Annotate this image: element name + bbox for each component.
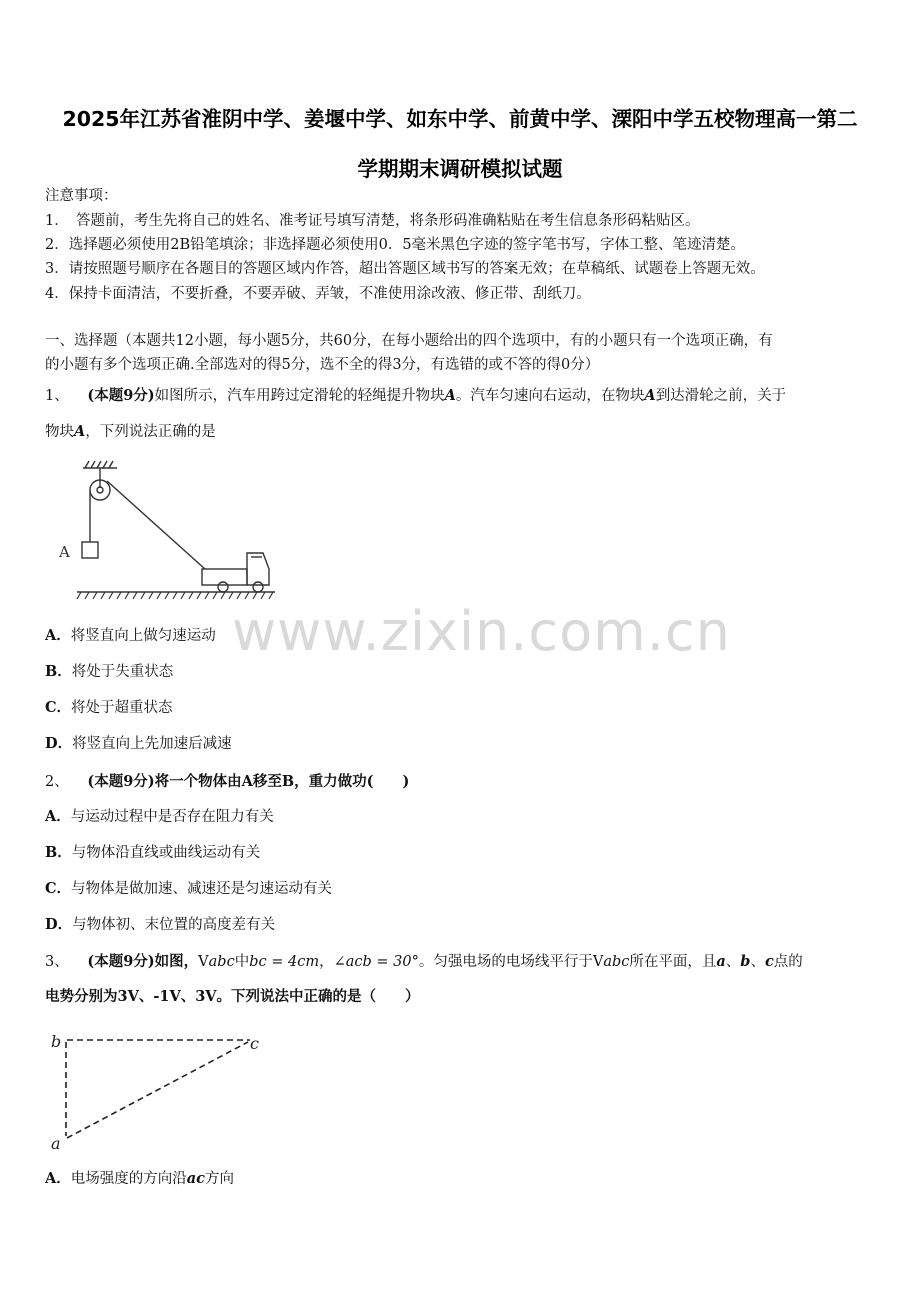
q2-option-d[interactable] xyxy=(45,915,878,935)
page-title-line-2: 学期期末调研模拟试题 xyxy=(357,157,563,181)
notice-item-4: 4．保持卡面清洁，不要折叠，不要弄破、弄皱，不准使用涂改液、修正带、刮纸刀。 xyxy=(45,286,591,302)
q2-option-c-text: 与物体是做加速、减速还是匀速运动有关 xyxy=(71,881,333,897)
q2-option-d-key: D． xyxy=(45,916,73,933)
q3-option-a-key: A． xyxy=(45,1170,71,1187)
q3-abc-1: abc xyxy=(208,954,235,970)
q1-option-b[interactable] xyxy=(45,662,878,682)
q3-eq-bc: bc = 4cm xyxy=(249,954,320,970)
q1-option-a-text: 将竖直向上做匀速运动 xyxy=(70,628,216,644)
q2-option-a-key: A． xyxy=(45,808,71,825)
q2-stem xyxy=(45,772,878,792)
q2-option-a-text: 与运动过程中是否存在阻力有关 xyxy=(70,809,274,825)
watermark: www.zixin.com.cn xyxy=(232,600,731,663)
q1-var-a: A xyxy=(444,387,456,404)
q1-text-c: 到达滑轮之前，关于 xyxy=(655,388,787,404)
q1-text-e: ，下列说法正确的是 xyxy=(85,424,216,440)
q2-option-b-key: B． xyxy=(45,844,72,861)
q1-option-d-text: 将竖直向上先加速后减速 xyxy=(72,736,232,752)
q3-option-a-var: ac xyxy=(186,1170,205,1187)
section-heading-line-1: 一、选择题（本题共12小题，每小题5分，共60分，在每小题给出的四个选项中，有的小题只有一个选项正确，有 xyxy=(45,333,773,349)
notice-item-2: 2．选择题必须使用2B铅笔填涂；非选择题必须使用0．5毫米黑色字迹的签字笔书写，字体工整、笔迹清楚。 xyxy=(45,237,746,253)
q1-option-a[interactable] xyxy=(45,626,878,646)
q1-stem-line-2 xyxy=(45,422,878,442)
q3-triangle-figure xyxy=(45,1028,275,1153)
q3-triangle-symbol-2: V xyxy=(592,954,604,970)
q2-text: (本题9分)将一个物体由A移至B，重力做功( ) xyxy=(87,773,410,790)
q3-point-b: b xyxy=(740,953,751,970)
q3-sep-2: 、 xyxy=(750,954,765,970)
q1-points: (本题9分) xyxy=(87,387,155,404)
q1-option-d[interactable] xyxy=(45,734,878,754)
q1-figure-label-a: A xyxy=(59,543,70,561)
q1-stem-line-1 xyxy=(45,386,878,406)
q3-text-c: 。匀强电场的电场线平行于 xyxy=(418,954,593,970)
q3-label-a: a xyxy=(51,1134,61,1153)
q1-number: 1、 xyxy=(45,388,69,404)
page-title-line-1: 2025年江苏省淮阴中学、姜堰中学、如东中学、前黄中学、溧阳中学五校物理高一第二 xyxy=(62,107,858,131)
q3-text-b: 中 xyxy=(234,954,250,970)
q3-stem-line-2: 电势分别为3V、-1V、3V。下列说法中正确的是（ ） xyxy=(45,988,420,1005)
notice-item-1: 1． 答题前，考生先将自己的姓名、准考证号填写清楚，将条形码准确粘贴在考生信息条形码粘贴区。 xyxy=(45,213,700,229)
q2-option-a[interactable] xyxy=(45,807,878,827)
q1-option-c-text: 将处于超重状态 xyxy=(71,700,173,716)
q2-option-d-text: 与物体初、末位置的高度差有关 xyxy=(72,917,276,933)
q2-option-c-key: C． xyxy=(45,880,72,897)
q3-sep-1: 、 xyxy=(725,954,741,970)
q3-option-a-text-a: 电场强度的方向沿 xyxy=(70,1171,187,1187)
q2-option-b-text: 与物体沿直线或曲线运动有关 xyxy=(71,845,261,861)
q1-text-b: 。汽车匀速向右运动，在物块 xyxy=(455,388,645,404)
q3-label-c: c xyxy=(250,1034,259,1053)
q3-number: 3、 xyxy=(45,954,69,970)
q1-option-b-text: 将处于失重状态 xyxy=(71,664,174,680)
q3-option-a-text-b: 方向 xyxy=(205,1171,234,1187)
q1-text-d: 物块 xyxy=(45,424,74,440)
q2-option-b[interactable] xyxy=(45,843,878,863)
q1-var-a-2: A xyxy=(644,387,656,404)
q3-eq-angle: ∠acb = 30° xyxy=(333,954,419,970)
q1-option-a-key: A． xyxy=(45,627,71,644)
q3-option-a[interactable] xyxy=(45,1169,878,1189)
q2-option-c[interactable] xyxy=(45,879,878,899)
q1-option-c[interactable] xyxy=(45,698,878,718)
notice-item-3: 3．请按照题号顺序在各题目的答题区域内作答，超出答题区域书写的答案无效；在草稿纸、试题卷上答题无效。 xyxy=(45,261,765,277)
q3-text-e: 点的 xyxy=(773,954,803,970)
q1-text-a: 如图所示，汽车用跨过定滑轮的轻绳提升物块 xyxy=(154,388,445,404)
q3-text-d: 所在平面，且 xyxy=(629,954,717,970)
notice-heading: 注意事项： xyxy=(45,188,118,204)
q3-point-c: c xyxy=(764,953,774,970)
q1-option-c-key: C． xyxy=(45,699,72,716)
q3-comma: ， xyxy=(319,954,334,970)
q1-option-b-key: B． xyxy=(45,663,72,680)
q2-number: 2、 xyxy=(45,774,69,790)
q3-point-a: a xyxy=(716,953,726,970)
section-heading-line-2: 的小题有多个选项正确.全部选对的得5分，选不全的得3分，有选错的或不答的得0分） xyxy=(45,357,600,373)
q1-option-d-key: D． xyxy=(45,735,73,752)
q3-text-a: (本题9分)如图， xyxy=(87,953,199,970)
q1-pulley-truck-figure xyxy=(55,458,280,608)
q3-triangle-symbol-1: V xyxy=(198,954,209,970)
q3-abc-2: abc xyxy=(603,954,630,970)
q3-label-b: b xyxy=(51,1032,62,1051)
q1-var-a-3: A xyxy=(74,423,86,440)
q3-stem-line-1 xyxy=(45,952,878,972)
